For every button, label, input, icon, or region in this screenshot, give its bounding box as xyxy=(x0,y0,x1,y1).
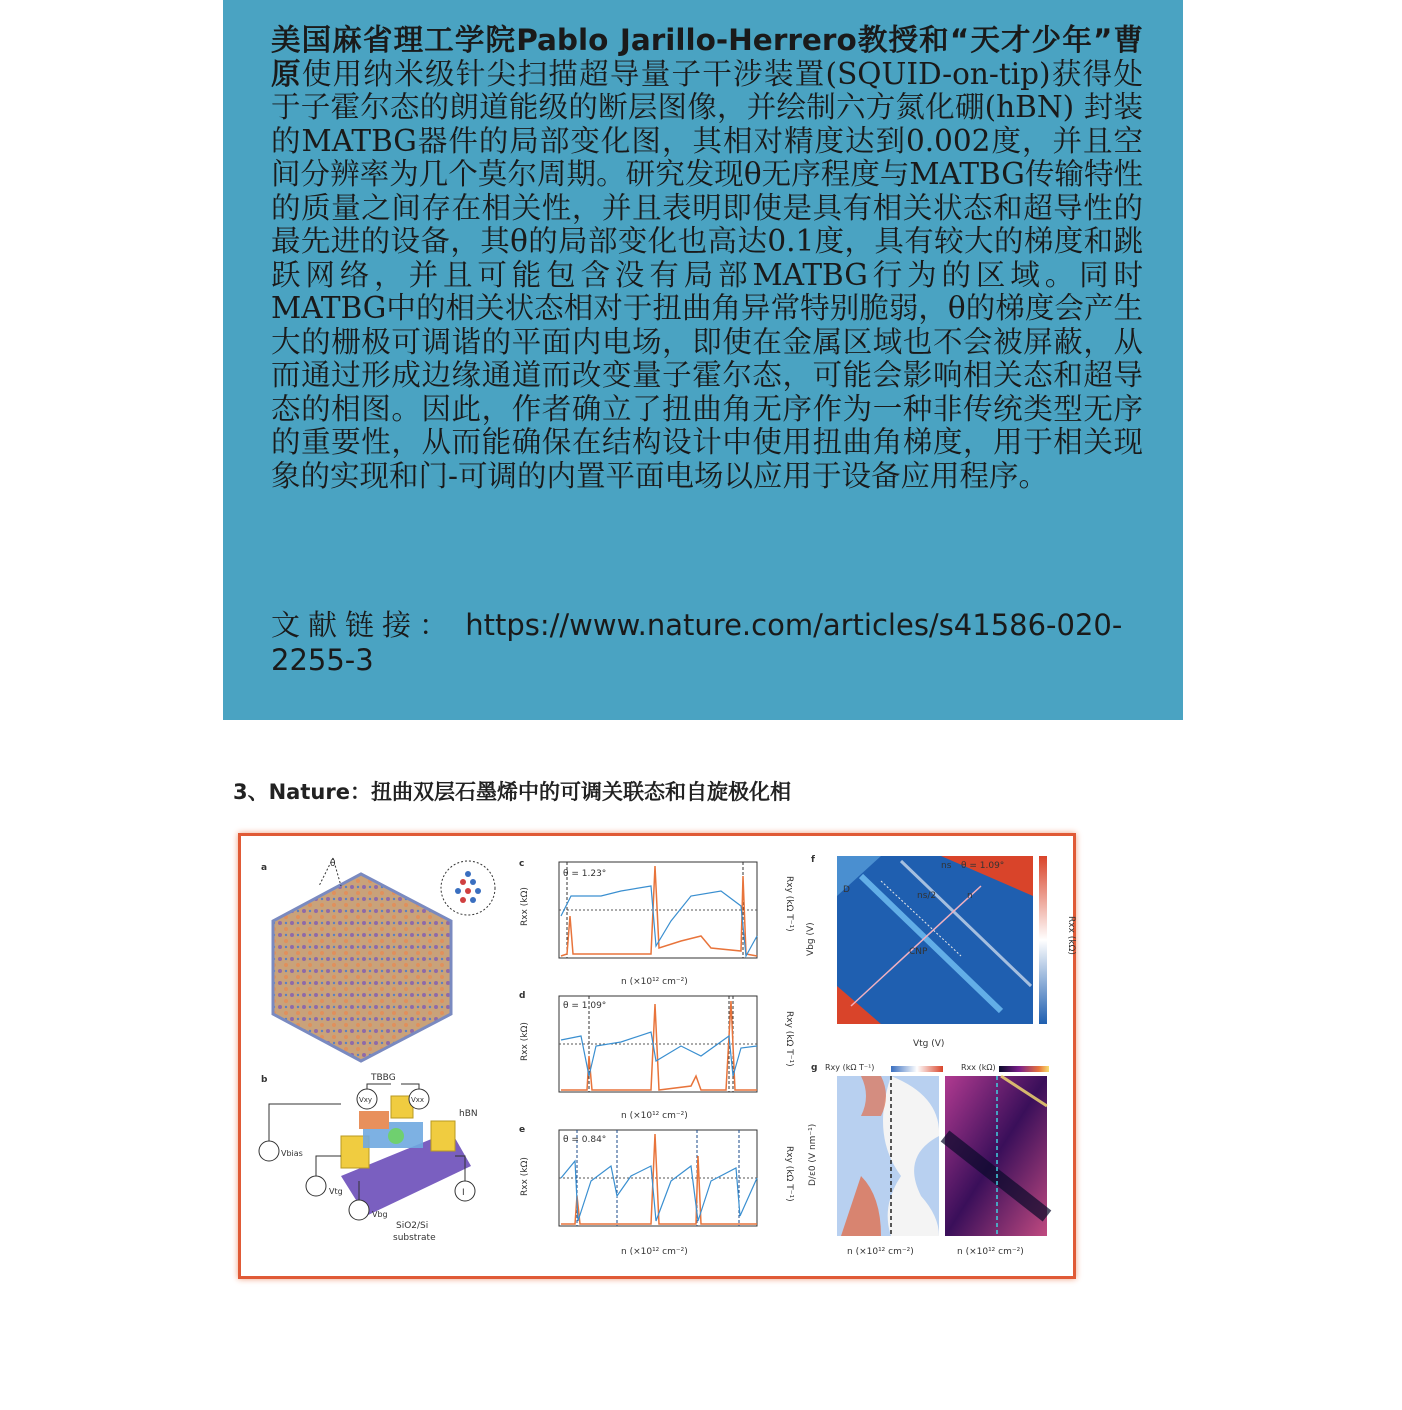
panel-e-xlabel: n (×10¹² cm⁻²) xyxy=(621,1247,688,1257)
reference xyxy=(271,608,1143,678)
vtg-source xyxy=(306,1176,326,1196)
panel-c-ylabel-right: Rxy (kΩ T⁻¹) xyxy=(784,876,794,932)
panel-d-ylabel-right: Rxy (kΩ T⁻¹) xyxy=(784,1011,794,1067)
panel-c-xlabel: n (×10¹² cm⁻²) xyxy=(621,977,688,987)
panel-c-theta: θ = 1.23° xyxy=(563,869,607,879)
panel-c-rxx-curve xyxy=(561,866,757,956)
substrate-label-2: substrate xyxy=(393,1233,436,1243)
panel-g-colorbar-2 xyxy=(999,1066,1049,1072)
text-panel xyxy=(223,0,1183,720)
panel-d-letter: d xyxy=(519,991,526,1001)
panel-g-cbar2-label: Rxx (kΩ) xyxy=(961,1063,996,1072)
panel-e-rxy-curve xyxy=(561,1161,757,1221)
panel-g-ylabel: D/ε0 (V nm⁻¹) xyxy=(808,1123,818,1186)
figure-svg xyxy=(241,836,1076,1276)
panel-e-theta: θ = 0.84° xyxy=(563,1135,607,1145)
vbias-source xyxy=(259,1141,279,1161)
panel-g-letter: g xyxy=(811,1063,818,1073)
panel-g-colorbar-1 xyxy=(891,1066,943,1072)
panel-f-colorbar xyxy=(1039,856,1047,1024)
current-meter xyxy=(455,1181,475,1201)
main-paragraph xyxy=(271,24,1143,493)
panel-g-cbar1-label: Rxy (kΩ T⁻¹) xyxy=(825,1063,875,1072)
vtg-label: Vtg xyxy=(329,1187,343,1196)
vxx-label: Vxx xyxy=(411,1096,425,1104)
panel-d-xlabel: n (×10¹² cm⁻²) xyxy=(621,1111,688,1121)
panel-f-d: D xyxy=(843,885,850,895)
panel-f-ylabel: Vbg (V) xyxy=(806,922,816,956)
panel-e-rxx-curve xyxy=(561,1134,757,1224)
current-label: I xyxy=(462,1188,465,1198)
tbbg-label: TBBG xyxy=(371,1073,396,1083)
panel-a-letter: a xyxy=(261,863,268,873)
vbias-label: Vbias xyxy=(281,1149,303,1158)
panel-g-xlabel-1: n (×10¹² cm⁻²) xyxy=(847,1247,914,1257)
panel-c-letter: c xyxy=(519,859,525,869)
panel-f-ns2: ns/2 xyxy=(917,891,937,901)
panel-e-ylabel-right: Rxy (kΩ T⁻¹) xyxy=(784,1146,794,1202)
panel-e-letter: e xyxy=(519,1125,526,1135)
panel-f-cbar-label: Rxx (kΩ) xyxy=(1066,916,1076,955)
panel-e-ylabel-left: Rxx (kΩ) xyxy=(520,1157,530,1196)
panel-f-ns: ns xyxy=(941,861,952,871)
section-title: 3、Nature：扭曲双层石墨烯中的可调关联态和自旋极化相 xyxy=(233,780,791,804)
gold-contact-right xyxy=(431,1121,455,1151)
panel-d-theta: θ = 1.09° xyxy=(563,1001,607,1011)
hbn-label: hBN xyxy=(459,1109,478,1119)
panel-d-rxx-curve xyxy=(561,1001,757,1090)
panel-f-xlabel: Vtg (V) xyxy=(913,1039,945,1049)
vxy-label: Vxy xyxy=(359,1096,373,1104)
paragraph-bold-lead: 美国麻省理工学院Pablo Jarillo-Herrero教授和“天才少年”曹原 xyxy=(271,23,1143,91)
vbg-label: Vbg xyxy=(372,1210,388,1219)
tbbg-flake xyxy=(359,1111,389,1129)
panel-f-letter: f xyxy=(811,855,815,865)
substrate-label-1: SiO2/Si xyxy=(396,1221,429,1231)
moire-lattice-hexagon xyxy=(273,874,451,1061)
panel-d-ylabel-left: Rxx (kΩ) xyxy=(520,1022,530,1061)
cnp-label: CNP xyxy=(909,947,928,957)
top-gate xyxy=(388,1128,404,1144)
panel-a-theta: θ xyxy=(330,859,336,869)
panel-f-n: n xyxy=(967,891,973,901)
paragraph-body: 使用纳米级针尖扫描超导量子干涉装置(SQUID-on-tip)获得处于子霍尔态的朗道能级的断层图像，并绘制六方氮化硼(hBN) 封装的MATBG器件的局部变化图，其相对精度达到0.002度，并且空间分辨率为几个莫尔周期。研究发现θ无序程度与MATBG传输特性的质量之间存在相关性，并且表明即使是具有相关状态和超导性的最先进的设备，其θ的局部变化也高达0.1度，具有较大的梯度和跳跃网络，并且可能包含没有局部MATBG行为的区域。同时MATBG中的相关状态相对于扭曲角异常特别脆弱，θ的梯度会产生大的栅极可调谐的平面内电场，即使在金属区域也不会被屏蔽，从而通过形成边缘通道而改变量子霍尔态，可能会影响相关态和超导态的相图。因此，作者确立了扭曲角无序作为一种非传统类型无序的重要性，从而能确保在结构设计中使用扭曲角梯度，用于相关现象的实现和门-可调的内置平面电场以应用于设备应用程序。 xyxy=(271,56,1143,493)
panel-f-theta: θ = 1.09° xyxy=(961,861,1005,871)
reference-link[interactable]: https://www.nature.com/articles/s41586-020-2255-3 xyxy=(271,608,1123,677)
panel-b-letter: b xyxy=(261,1075,268,1085)
vbg-source xyxy=(349,1200,369,1220)
panel-g-xlabel-2: n (×10¹² cm⁻²) xyxy=(957,1247,1024,1257)
reference-label: 文献链接： xyxy=(271,608,457,642)
figure xyxy=(238,833,1076,1279)
panel-c-ylabel-left: Rxx (kΩ) xyxy=(520,887,530,926)
